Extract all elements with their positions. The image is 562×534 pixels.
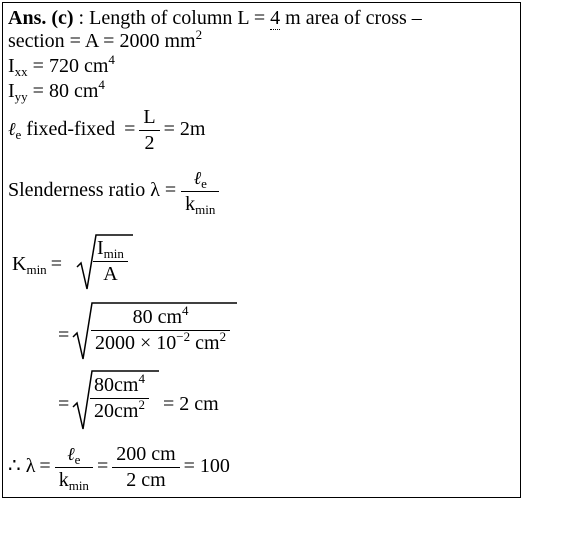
imin-over-a-fraction	[93, 237, 128, 286]
area-value: section = A = 2000 mm	[8, 30, 196, 52]
i-symbol: I	[97, 237, 104, 259]
length-text: : Length of column L =	[73, 7, 271, 29]
kmin-lhs	[12, 253, 66, 276]
ell-symbol: ℓ	[8, 119, 16, 141]
fraction-bar	[139, 130, 159, 131]
area-symbol: A	[103, 263, 118, 285]
fraction-bar	[93, 261, 128, 262]
final-numerator-1	[63, 443, 84, 466]
ixx-symbol: I	[8, 55, 15, 77]
iyy-exponent: 4	[98, 77, 105, 92]
k-symbol: k	[58, 469, 69, 491]
step3-fraction	[90, 371, 149, 423]
step3-denominator-text: 20cm	[94, 400, 139, 422]
iyy-value: = 80 cm	[27, 80, 99, 102]
ixx-line	[8, 52, 115, 79]
fixed-fixed-label: fixed-fixed	[21, 118, 121, 141]
step3-numerator-exponent: 4	[138, 371, 145, 386]
step2-radical	[73, 299, 237, 363]
area-exponent: 2	[195, 27, 203, 42]
step2-numerator-exponent: 4	[182, 303, 189, 318]
k-subscript: min	[195, 202, 216, 217]
step2-denominator-unit: cm	[190, 332, 220, 354]
fraction-denominator: 2	[144, 132, 155, 154]
final-numerator-2: 200 cm	[116, 443, 176, 465]
equals-sign: =	[124, 118, 136, 141]
step3-result	[163, 393, 219, 416]
header-line-2	[8, 27, 203, 52]
step3-denominator-exponent: 2	[138, 397, 145, 412]
effective-length-equation	[8, 106, 209, 155]
step3-numerator-text: 80cm	[94, 374, 139, 396]
header-line-1	[8, 7, 422, 29]
answer-box	[2, 2, 521, 498]
final-equation	[8, 443, 234, 492]
slenderness-label: Slenderness ratio λ =	[8, 179, 182, 202]
kmin-radical	[77, 231, 133, 293]
ell-subscript: e	[201, 176, 207, 191]
fraction-bar	[112, 467, 179, 468]
step2-denominator-exponent: −2	[176, 329, 191, 344]
step2-unit-exponent: 2	[219, 329, 227, 344]
slenderness-equation	[8, 167, 219, 216]
iyy-subscript: yy	[14, 89, 28, 104]
slenderness-numerator	[190, 167, 211, 190]
final-fraction-2	[112, 443, 179, 492]
ell-subscript: e	[74, 452, 81, 467]
therefore-lambda: ∴ λ	[8, 455, 36, 478]
answer-label: Ans. (c)	[8, 7, 74, 29]
area-text: m area of cross –	[280, 7, 422, 29]
step2-denominator-text: 2000 × 10	[95, 332, 177, 354]
i-subscript: min	[103, 246, 124, 261]
l-over-2-fraction	[139, 106, 159, 155]
effective-length-result: = 2m	[163, 118, 206, 141]
kmin-symbol: K	[12, 253, 27, 275]
k-symbol: k	[185, 193, 196, 215]
step3-radical-content	[90, 371, 149, 423]
step2-fraction	[91, 303, 230, 355]
step3-equals	[58, 393, 69, 416]
step2-numerator	[129, 303, 193, 329]
kmin-radical-content	[93, 237, 128, 286]
step3-radical	[73, 367, 163, 433]
iyy-symbol: I	[8, 80, 15, 102]
slenderness-fraction	[181, 167, 219, 216]
ixx-value: = 720 cm	[27, 55, 109, 77]
step2-radical-content	[91, 303, 230, 355]
fraction-bar	[55, 467, 93, 468]
equals-sign: =	[39, 455, 51, 478]
equals-sign: =	[58, 324, 70, 346]
fraction-numerator: L	[143, 106, 156, 128]
ell-symbol: ℓ	[67, 444, 75, 465]
step2-numerator-text: 80 cm	[132, 306, 182, 328]
fraction-bar	[181, 191, 219, 192]
equals-sign: =	[50, 253, 62, 275]
iyy-line	[8, 77, 105, 104]
equals-sign-2: =	[96, 455, 109, 478]
kmin-subscript: min	[26, 262, 47, 277]
final-fraction-1	[55, 443, 93, 492]
step2-equals	[58, 324, 69, 347]
final-result: = 100	[183, 455, 230, 478]
ell-symbol: ℓ	[193, 168, 202, 189]
length-value: 4	[270, 7, 281, 29]
fraction-bar	[91, 330, 230, 331]
step3-result-text: = 2 cm	[163, 393, 219, 415]
final-denominator-1	[55, 469, 93, 492]
step3-numerator	[90, 371, 149, 397]
equals-sign: =	[58, 393, 70, 415]
final-denominator-2: 2 cm	[126, 469, 166, 491]
step2-denominator	[91, 329, 230, 355]
ixx-subscript: xx	[14, 64, 28, 79]
step3-denominator	[90, 397, 149, 423]
imin-numerator	[93, 237, 128, 260]
k-subscript: min	[68, 478, 89, 493]
slenderness-denominator	[181, 193, 219, 216]
ixx-exponent: 4	[108, 52, 115, 67]
ell-subscript: e	[15, 127, 22, 143]
